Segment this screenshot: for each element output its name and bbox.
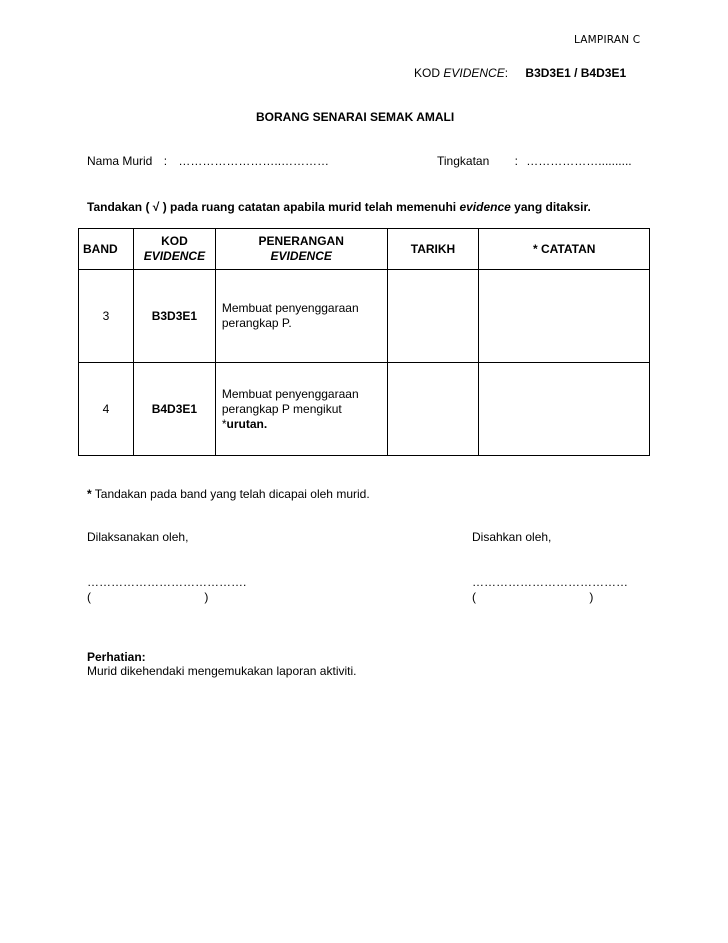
kod-cell: B3D3E1 (133, 270, 215, 363)
kod-colon: : (504, 66, 509, 80)
tingkatan-dots[interactable]: ……………….......... (526, 154, 632, 168)
kod-cell: B4D3E1 (133, 363, 215, 456)
catatan-cell[interactable] (479, 363, 650, 456)
header-kod (133, 229, 215, 270)
tingkatan-sep: : (514, 154, 518, 168)
form-title: BORANG SENARAI SEMAK AMALI (256, 110, 455, 124)
perhatian-heading: Perhatian: (87, 650, 146, 664)
disahkan-label: Disahkan oleh, (472, 530, 552, 544)
kod-value: B3D3E1 / B4D3E1 (525, 66, 627, 80)
tingkatan-label: Tingkatan (437, 154, 490, 168)
instruction-text (87, 200, 591, 214)
left-name-parens[interactable]: ( ) (87, 590, 209, 604)
penerangan-cell (215, 363, 387, 456)
penerangan-bold: urutan. (226, 416, 268, 431)
header-kod-line1: KOD (161, 234, 188, 248)
header-kod-line2: EVIDENCE (143, 249, 206, 263)
penerangan-line: Membuat penyenggaraan (221, 301, 359, 315)
kod-label-italic: EVIDENCE (443, 66, 505, 80)
header-tarikh: TARIKH (387, 229, 479, 270)
penerangan-line: Membuat penyenggaraan (221, 386, 359, 401)
penerangan-line: perangkap P mengikut (221, 401, 342, 416)
footnote-star: * (87, 487, 92, 501)
band-cell: 4 (79, 363, 134, 456)
perhatian-text: Murid dikehendaki mengemukakan laporan aktiviti. (87, 664, 357, 678)
instruction-part1: Tandakan ( √ ) pada ruang catatan apabila murid telah memenuhi (87, 200, 460, 214)
footnote-text: Tandakan pada band yang telah dicapai oleh murid. (91, 487, 370, 501)
tingkatan-field (437, 154, 632, 168)
penerangan-cell (215, 270, 387, 363)
table-row (79, 363, 650, 456)
right-name-parens[interactable]: ( ) (472, 590, 594, 604)
nama-dots[interactable]: ……………………..………… (178, 154, 330, 168)
penerangan-line: perangkap P. (221, 316, 292, 330)
appendix-label: LAMPIRAN C (574, 34, 641, 46)
penerangan-line (222, 417, 387, 432)
tarikh-cell[interactable] (387, 363, 479, 456)
table-header-row (79, 229, 650, 270)
evidence-code-line (414, 66, 626, 80)
header-penerangan (215, 229, 387, 270)
nama-field (87, 154, 329, 168)
catatan-cell[interactable] (479, 270, 650, 363)
left-signature-line[interactable]: …………………………………. (87, 575, 247, 589)
header-pen-line1: PENERANGAN (258, 234, 344, 248)
band-cell: 3 (79, 270, 134, 363)
instruction-italic: evidence (459, 200, 511, 214)
dilaksanakan-label: Dilaksanakan oleh, (87, 530, 189, 544)
header-band: BAND (79, 229, 134, 270)
header-pen-line2: EVIDENCE (270, 249, 332, 263)
table-row (79, 270, 650, 363)
nama-sep: : (163, 154, 168, 168)
tarikh-cell[interactable] (387, 270, 479, 363)
kod-label: KOD (414, 66, 441, 80)
nama-label: Nama Murid (87, 154, 153, 168)
right-signature-line[interactable]: ………………………………… (472, 575, 628, 589)
footnote (87, 487, 370, 501)
header-catatan: * CATATAN (479, 229, 650, 270)
instruction-part2: yang ditaksir. (510, 200, 591, 214)
checklist-table (78, 228, 650, 456)
penerangan-star: * (221, 416, 227, 431)
